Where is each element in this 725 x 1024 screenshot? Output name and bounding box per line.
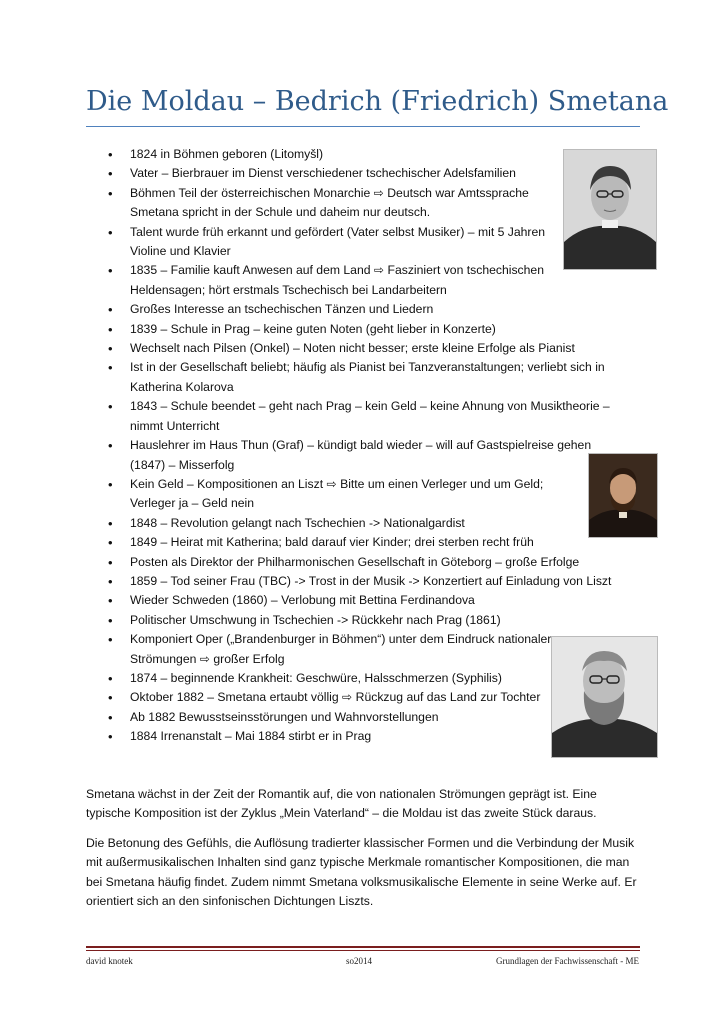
list-item: • 1884 Irrenanstalt – Mai 1884 stirbt er in Prag [108,727,628,746]
list-item: • 1848 – Revolution gelangt nach Tschechien -> Nationalgardist [108,514,628,533]
list-item: • Böhmen Teil der österreichischen Monarchie ⇨ Deutsch war Amtssprache Smetana spricht in der Schule und daheim nur deutsch. [108,184,560,223]
list-item: • Talent wurde früh erkannt und gefördert (Vater selbst Musiker) – mit 5 Jahren Violine und Klavier [108,223,560,262]
list-item: • Ab 1882 Bewusstseinsstörungen und Wahnvorstellungen [108,708,628,727]
list-item: • 1859 – Tod seiner Frau (TBC) -> Trost in der Musik -> Konzertiert auf Einladung von Liszt [108,572,628,591]
list-item: • 1835 – Familie kauft Anwesen auf dem Land ⇨ Fasziniert von tschechischen Heldensagen; hört erstmals Tschechisch bei Landarbeitern [108,261,560,300]
list-item: • Großes Interesse an tschechischen Tänzen und Liedern [108,300,628,319]
list-item: • Hauslehrer im Haus Thun (Graf) – kündigt bald wieder – will auf Gastspielreise gehen (1847) – Misserfolg [108,436,628,475]
list-item: • Komponiert Oper („Brandenburger in Böhmen“) unter dem Eindruck nationaler Strömungen ⇨ großer Erfolg [108,630,560,669]
list-item: • Wechselt nach Pilsen (Onkel) – Noten nicht besser; erste kleine Erfolge als Pianist [108,339,628,358]
footer-author: david knotek [86,956,133,966]
portrait-painting-smetana [588,453,658,538]
paragraph-romanticism: Smetana wächst in der Zeit der Romantik auf, die von nationalen Strömungen geprägt ist. Eine typische Komposition ist der Zyklus „Mein Vaterland“ – die Moldau ist das zweite Stück daraus. [86,787,597,821]
biography-list [108,145,628,747]
list-item: • Oktober 1882 – Smetana ertaubt völlig ⇨ Rückzug auf das Land zur Tochter [108,688,628,707]
page-title: Die Moldau – Bedrich (Friedrich) Smetana [86,86,669,117]
footer-semester: so2014 [346,956,373,966]
list-item: • Kein Geld – Kompositionen an Liszt ⇨ Bitte um einen Verleger und um Geld; Verleger ja – Geld nein [108,475,560,514]
list-item: • 1849 – Heirat mit Katherina; bald darauf vier Kinder; drei sterben recht früh [108,533,628,552]
portrait-young-smetana [563,149,657,270]
footer-rule-thin [86,950,640,951]
list-item: • 1843 – Schule beendet – geht nach Prag – kein Geld – keine Ahnung von Musiktheorie – nimmt Unterricht [108,397,628,436]
list-item: • Posten als Direktor der Philharmonischen Gesellschaft in Göteborg – große Erfolge [108,553,628,572]
list-item: • Ist in der Gesellschaft beliebt; häufig als Pianist bei Tanzveranstaltungen; verliebt sich in Katherina Kolarova [108,358,628,397]
title-underline [86,126,640,127]
list-item: • Wieder Schweden (1860) – Verlobung mit Bettina Ferdinandova [108,591,628,610]
list-item: • Politischer Umschwung in Tschechien -> Rückkehr nach Prag (1861) [108,611,628,630]
footer-course: Grundlagen der Fachwissenschaft - ME [496,956,639,966]
footer-rule [86,946,640,948]
list-item: • 1839 – Schule in Prag – keine guten Noten (geht lieber in Konzerte) [108,320,628,339]
list-item: • 1824 in Böhmen geboren (Litomyšl) [108,145,628,164]
list-item: • Vater – Bierbrauer im Dienst verschiedener tschechischer Adelsfamilien [108,164,628,183]
list-item: • 1874 – beginnende Krankheit: Geschwüre, Halsschmerzen (Syphilis) [108,669,628,688]
paragraph-characteristics: Die Betonung des Gefühls, die Auflösung tradierter klassischer Formen und die Verbindung der Musik mit außermusikalischen Inhalten sind ganz typische Merkmale romantischer Kompositionen, die man bei Smetana häufig findet. Zudem nimmt Smetana volksmusikalische Elemente in seine Werke auf. Er orientiert sich an den sinfonischen Dichtungen Liszts. [86,836,637,909]
portrait-elderly-smetana [551,636,658,758]
